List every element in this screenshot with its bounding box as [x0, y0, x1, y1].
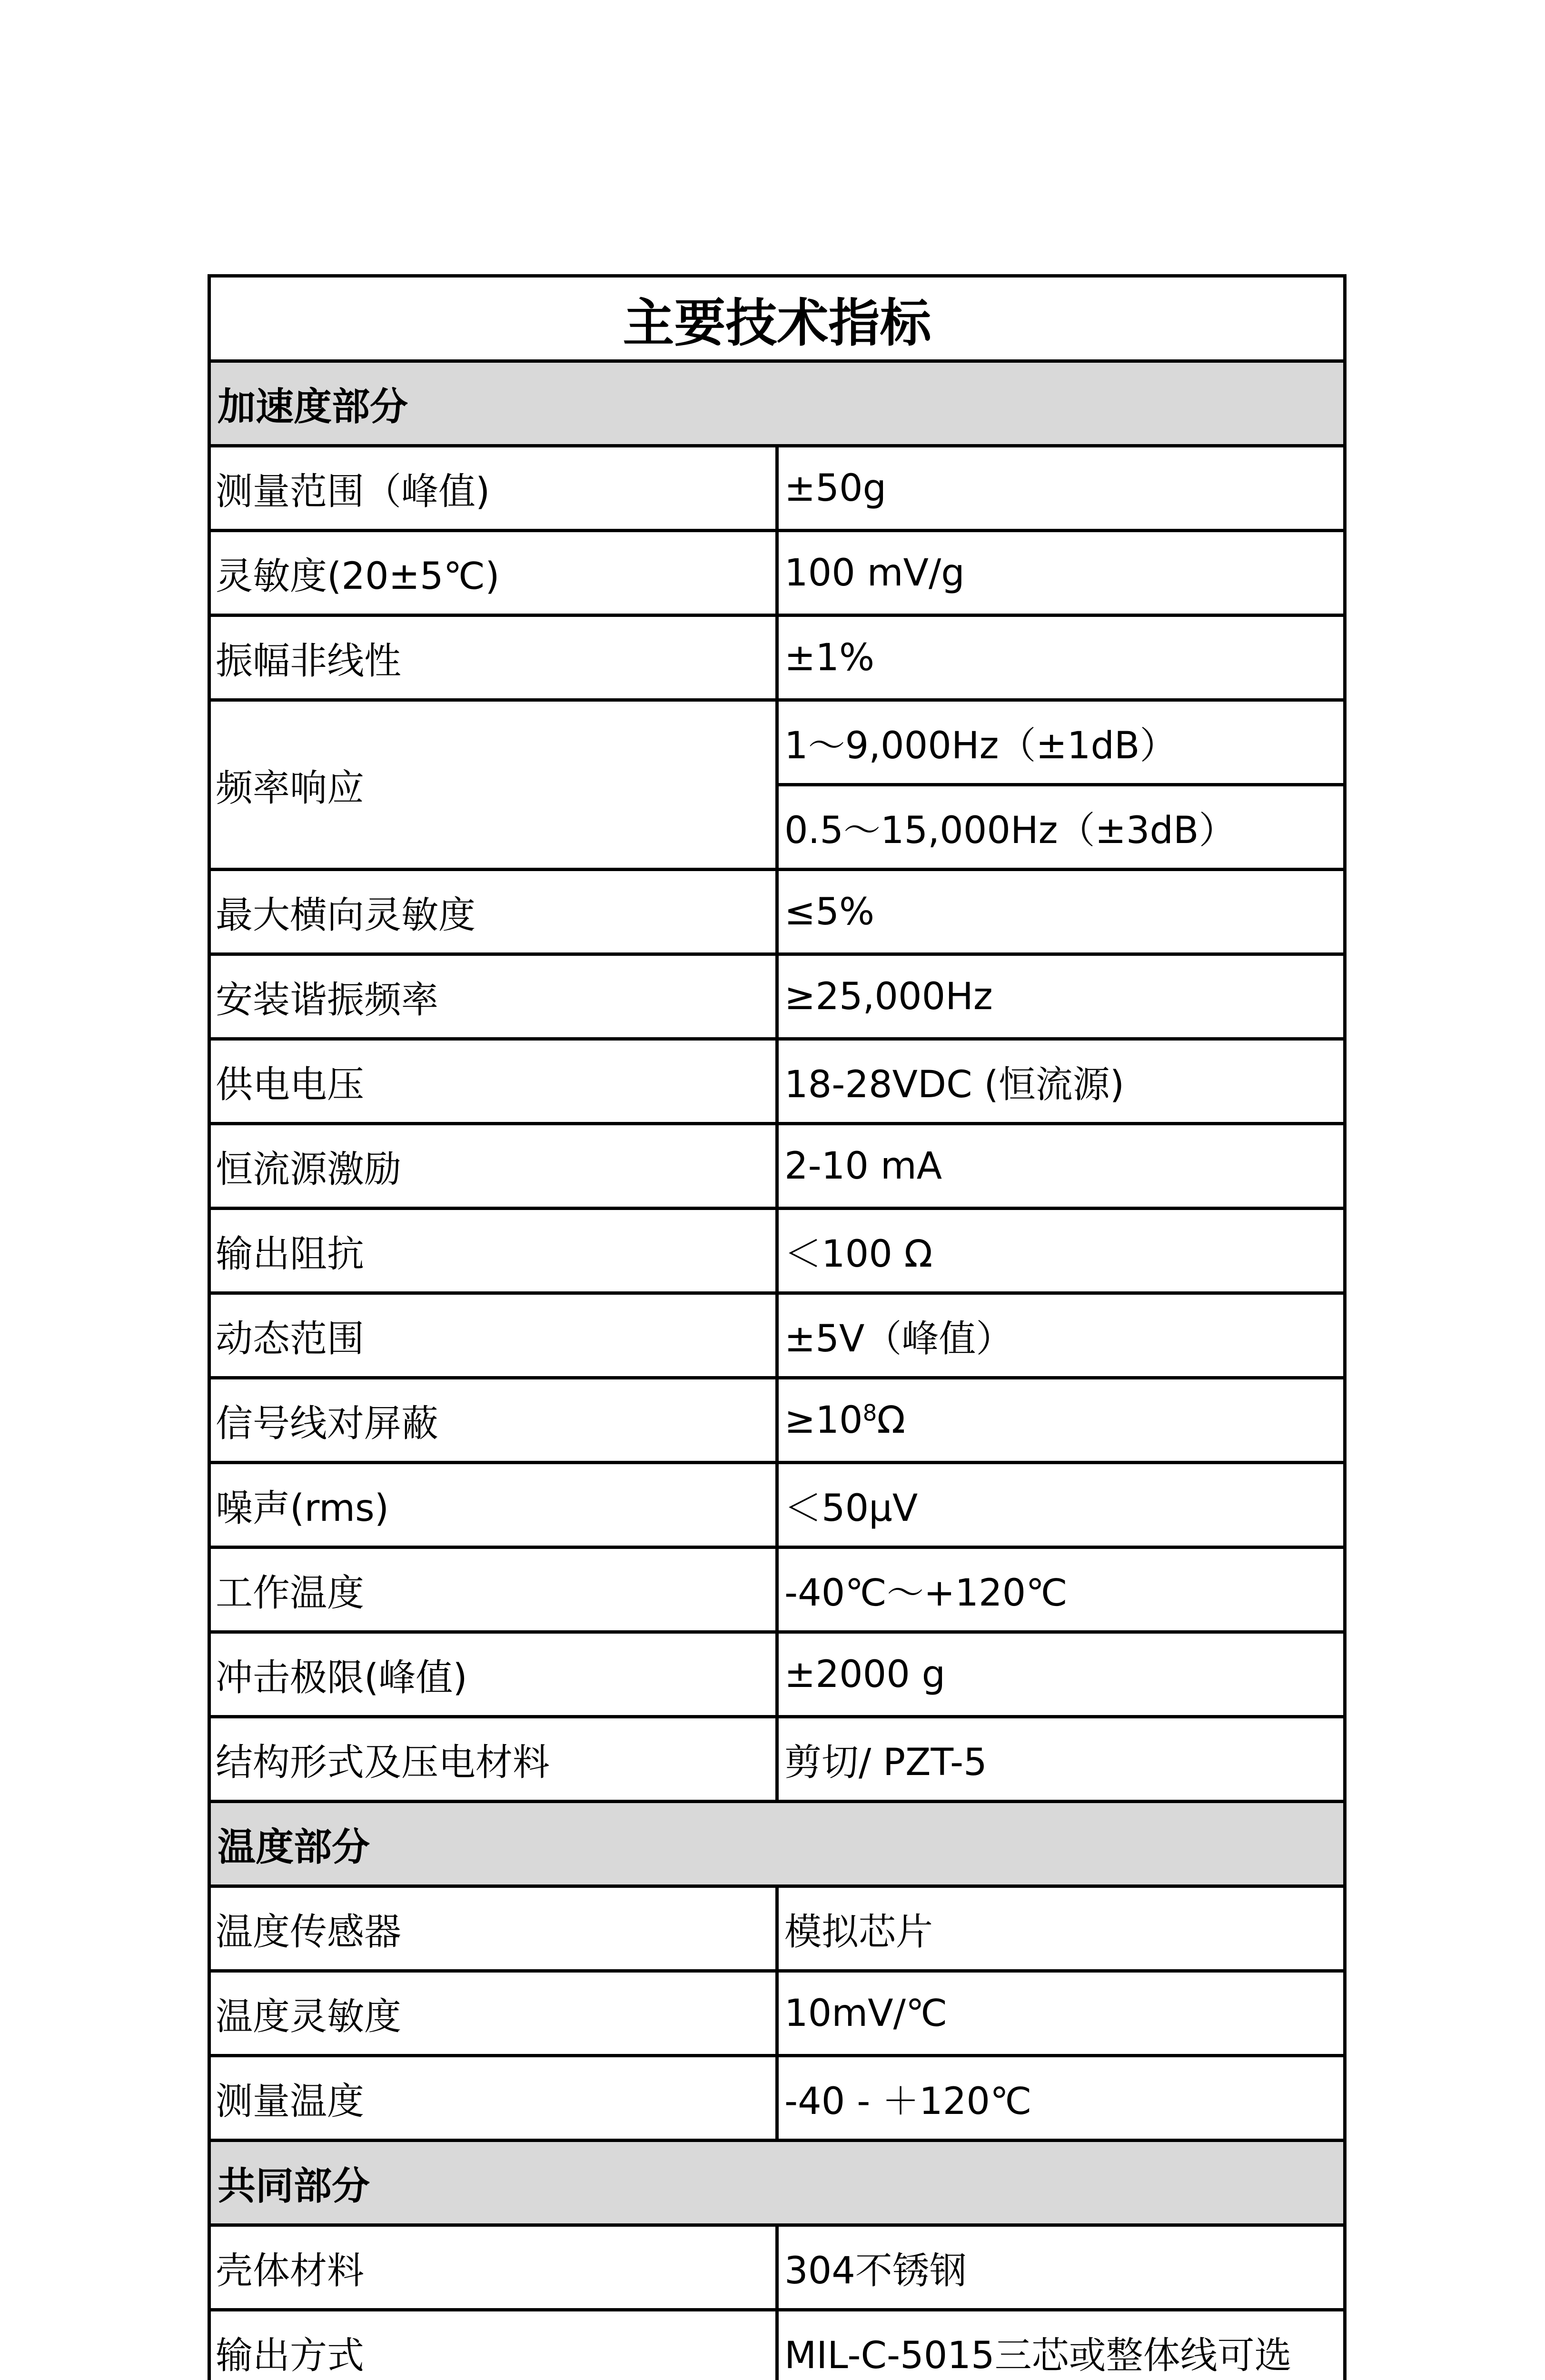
spec-value: -40℃～+120℃ — [777, 1547, 1345, 1632]
table-row — [209, 2310, 1345, 2380]
value-suffix: Ω — [877, 1398, 905, 1442]
spec-key: 安装谐振频率 — [209, 954, 777, 1039]
spec-key: 工作温度 — [209, 1547, 777, 1632]
spec-value: ＜100 Ω — [777, 1209, 1345, 1293]
table-row — [209, 1209, 1345, 1293]
section-heading-temperature: 温度部分 — [209, 1802, 1345, 1886]
spec-key: 输出方式 — [209, 2310, 777, 2380]
spec-key: 动态范围 — [209, 1293, 777, 1378]
table-row — [209, 1971, 1345, 2056]
spec-value — [777, 1378, 1345, 1463]
spec-key: 灵敏度(20±5℃) — [209, 531, 777, 615]
section-header-row — [209, 361, 1345, 446]
spec-key: 测量范围（峰值) — [209, 446, 777, 531]
spec-key: 壳体材料 — [209, 2225, 777, 2310]
spec-value: ±5V（峰值） — [777, 1293, 1345, 1378]
table-row — [209, 531, 1345, 615]
table-row — [209, 954, 1345, 1039]
spec-value: MIL-C-5015三芯或整体线可选 — [777, 2310, 1345, 2380]
section-header-row — [209, 1802, 1345, 1886]
spec-key: 供电电压 — [209, 1039, 777, 1124]
table-row — [209, 1547, 1345, 1632]
spec-key: 最大横向灵敏度 — [209, 870, 777, 954]
table-row — [209, 870, 1345, 954]
table-title: 主要技术指标 — [209, 276, 1345, 361]
spec-key: 恒流源激励 — [209, 1124, 777, 1209]
spec-value: 2-10 mA — [777, 1124, 1345, 1209]
spec-value: -40 - ＋120℃ — [777, 2056, 1345, 2141]
title-row — [209, 276, 1345, 361]
section-heading-common: 共同部分 — [209, 2141, 1345, 2225]
table-row — [209, 1293, 1345, 1378]
spec-value: ±1% — [777, 615, 1345, 700]
spec-value: ±2000 g — [777, 1632, 1345, 1717]
spec-value: 304不锈钢 — [777, 2225, 1345, 2310]
table-row — [209, 1378, 1345, 1463]
spec-table — [208, 274, 1347, 2380]
value-exponent: 8 — [862, 1400, 877, 1426]
value-prefix: ≥10 — [784, 1398, 863, 1442]
table-row — [209, 1717, 1345, 1802]
spec-key: 振幅非线性 — [209, 615, 777, 700]
table-row — [209, 2225, 1345, 2310]
spec-key: 测量温度 — [209, 2056, 777, 2141]
spec-value: 100 mV/g — [777, 531, 1345, 615]
spec-key: 结构形式及压电材料 — [209, 1717, 777, 1802]
table-row — [209, 446, 1345, 531]
spec-value: ±50g — [777, 446, 1345, 531]
spec-key: 温度灵敏度 — [209, 1971, 777, 2056]
spec-value: ＜50μV — [777, 1463, 1345, 1547]
spec-value: ≤5% — [777, 870, 1345, 954]
table-row — [209, 1463, 1345, 1547]
spec-key: 输出阻抗 — [209, 1209, 777, 1293]
spec-sheet — [208, 274, 1347, 2380]
spec-value: 1～9,000Hz（±1dB） — [777, 700, 1345, 785]
table-row — [209, 615, 1345, 700]
spec-key: 温度传感器 — [209, 1886, 777, 1971]
table-row — [209, 1632, 1345, 1717]
spec-key: 频率响应 — [209, 700, 777, 870]
spec-value: 10mV/℃ — [777, 1971, 1345, 2056]
section-heading-acceleration: 加速度部分 — [209, 361, 1345, 446]
spec-value: ≥25,000Hz — [777, 954, 1345, 1039]
spec-value: 剪切/ PZT-5 — [777, 1717, 1345, 1802]
table-row — [209, 1039, 1345, 1124]
table-row — [209, 2056, 1345, 2141]
table-row — [209, 700, 1345, 785]
spec-value-secondary: 0.5～15,000Hz（±3dB） — [777, 785, 1345, 870]
spec-key: 噪声(rms) — [209, 1463, 777, 1547]
spec-value: 模拟芯片 — [777, 1886, 1345, 1971]
table-row — [209, 1124, 1345, 1209]
spec-key: 冲击极限(峰值) — [209, 1632, 777, 1717]
table-row — [209, 1886, 1345, 1971]
spec-key: 信号线对屏蔽 — [209, 1378, 777, 1463]
section-header-row — [209, 2141, 1345, 2225]
spec-value: 18-28VDC (恒流源) — [777, 1039, 1345, 1124]
